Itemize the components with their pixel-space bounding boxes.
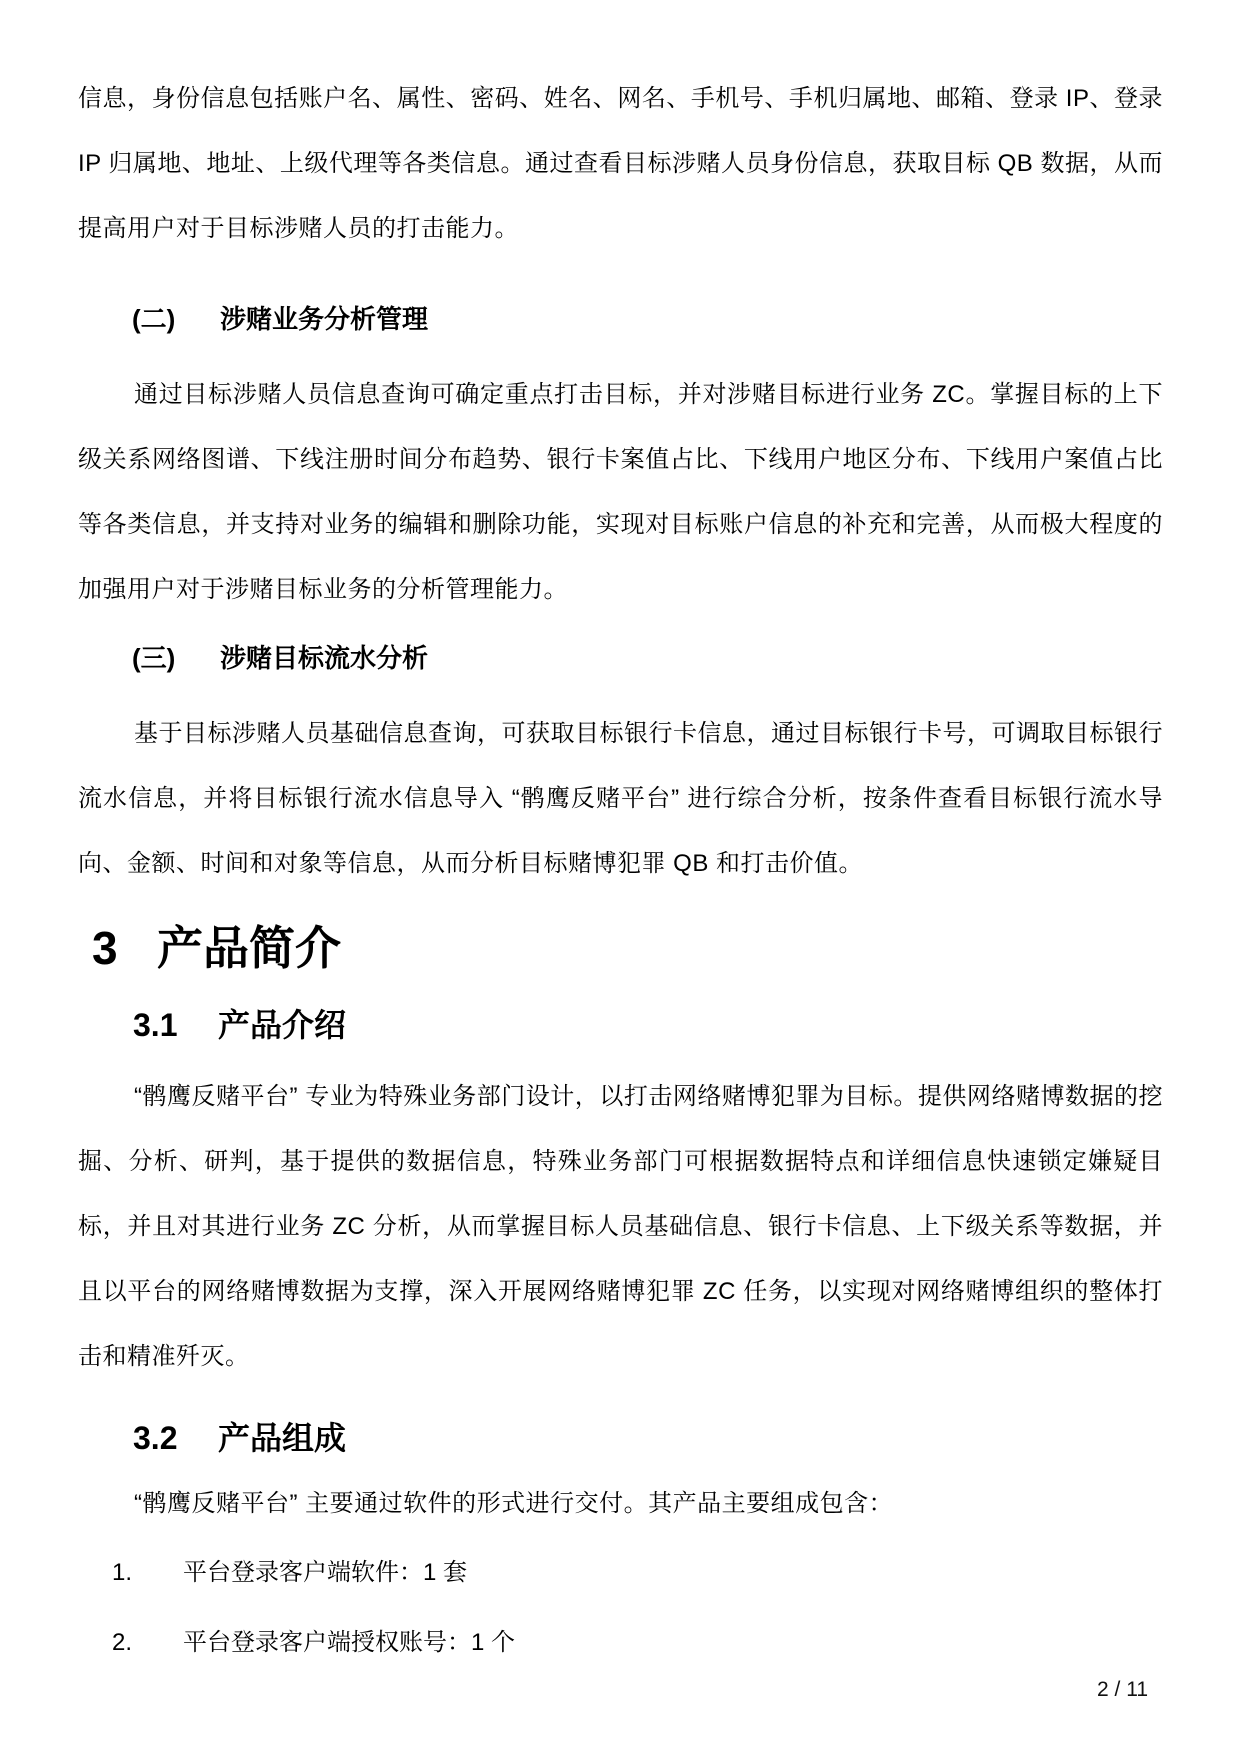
paragraph-business-analysis: 通过目标涉赌人员信息查询可确定重点打击目标，并对涉赌目标进行业务 ZC。掌握目标的上下级关系网络图谱、下线注册时间分布趋势、银行卡案值占比、下线用户地区分布、下线用户案值占比等各类信息，并支持对业务的编辑和删除功能，实现对目标账户信息的补充和完善，从而极大程度的加强用户对于涉赌目标业务的分析管理能力。 <box>78 381 1163 603</box>
document-body <box>78 66 1163 1680</box>
heading-number: (三) <box>132 643 176 673</box>
heading-number: 3.1 <box>133 1007 178 1043</box>
heading-flow-analysis <box>132 638 1163 678</box>
heading-product-overview <box>92 918 1163 978</box>
paragraph-product-intro: “鹘鹰反赌平台” 专业为特殊业务部门设计，以打击网络赌博犯罪为目标。提供网络赌博数据的挖掘、分析、研判，基于提供的数据信息，特殊业务部门可根据数据特点和详细信息快速锁定嫌疑目标，并且对其进行业务 ZC 分析，从而掌握目标人员基础信息、银行卡信息、上下级关系等数据，并且以平台的网络赌博数据为支撑，深入开展网络赌博犯罪 ZC 任务，以实现对网络赌博组织的整体打击和精准歼灭。 <box>78 1083 1163 1370</box>
heading-business-analysis <box>132 299 1163 339</box>
page-number: 2 / 11 <box>1097 1678 1148 1701</box>
list-item-number: 1. <box>112 1559 133 1586</box>
list-item <box>112 1540 1163 1605</box>
list-item-number: 2. <box>112 1629 133 1656</box>
list-item <box>112 1610 1163 1675</box>
heading-title: 涉赌目标流水分析 <box>220 643 429 673</box>
paragraph-product-composition: “鹘鹰反赌平台” 主要通过软件的形式进行交付。其产品主要组成包含： <box>134 1490 894 1517</box>
heading-number: 3.2 <box>133 1420 178 1456</box>
heading-title: 产品组成 <box>218 1420 347 1456</box>
list-item-text: 平台登录客户端软件：1 套 <box>183 1559 468 1586</box>
heading-product-intro <box>133 1002 1163 1048</box>
list-item-text: 平台登录客户端授权账号：1 个 <box>183 1629 516 1656</box>
heading-title: 产品介绍 <box>218 1007 347 1043</box>
heading-title: 涉赌业务分析管理 <box>220 304 429 334</box>
heading-number: (二) <box>132 304 176 334</box>
heading-title: 产品简介 <box>157 922 341 974</box>
product-components-list <box>112 1540 1163 1675</box>
heading-number: 3 <box>92 922 118 974</box>
paragraph-flow-analysis: 基于目标涉赌人员基础信息查询，可获取目标银行卡信息，通过目标银行卡号，可调取目标银行流水信息，并将目标银行流水信息导入 “鹘鹰反赌平台” 进行综合分析，按条件查看目标银行流水导向、金额、时间和对象等信息，从而分析目标赌博犯罪 QB 和打击价值。 <box>78 720 1163 877</box>
heading-product-composition <box>133 1415 1163 1461</box>
paragraph-identity-info-continuation: 信息，身份信息包括账户名、属性、密码、姓名、网名、手机号、手机归属地、邮箱、登录 IP、登录 IP 归属地、地址、上级代理等各类信息。通过查看目标涉赌人员身份信息，获取目标 QB 数据，从而提高用户对于目标涉赌人员的打击能力。 <box>78 85 1163 242</box>
